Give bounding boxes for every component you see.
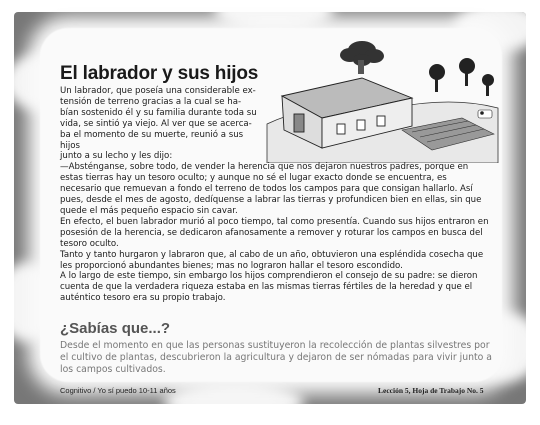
story-title: El labrador y sus hijos: [60, 63, 259, 84]
sabias-text: Desde el momento en que las personas sustituyeron la recolección de plantas silvestres por el cultivo de plantas, descubrieron la agricultura y dejaron de ser nómadas para vivir junto a los campos cultivados.: [60, 340, 492, 375]
story-paragraph: En efecto, el buen labrador murió al poco tiempo, tal como presentía. Cuando sus hijos entraron en posesión de la herencia, se dedicaron afanosamente a remover y roturar los campos en busca del tesoro oculto.: [60, 216, 489, 249]
story-intro: [60, 86, 265, 162]
story-paragraph: Tanto y tanto hurgaron y labraron que, al cabo de un año, obtuvieron una espléndida cosecha que les proporcionó abundantes bienes; mas no lograron hallar el tesoro escondido.: [60, 249, 484, 271]
footer-lesson: Lección 5, Hoja de Trabajo No. 5: [378, 386, 484, 395]
footer-course: Cognitivo / Yo sí puedo 10-11 años: [60, 386, 176, 395]
story-line: bían sostenido él y su familia durante toda su: [60, 107, 257, 118]
story-line: junto a su lecho y les dijo:: [60, 151, 173, 162]
story-line: tensión de terreno gracias a la cual se ha-: [60, 96, 242, 107]
story-line: Un labrador, que poseía una considerable ex-: [60, 86, 256, 96]
story-line: vida, se sintió ya viejo. Al ver que se acerca-: [60, 118, 252, 129]
story-line: ba el momento de su muerte, reunió a sus hijos: [60, 129, 244, 151]
story-paragraph: —Absténganse, sobre todo, de vender la herencia que nos dejaron nuestros padres, porque en estas tierras hay un tesoro oculto; y aunque no sé el lugar exacto donde se encuentra, es necesario que remuevan a fondo el terreno de todos los campos para que consigan hallarlo. Así pues, desde el mes de agosto, dedíquense a labrar las tierras y profundicen bien en ellas, sin que quede el más pequeño espacio sin cavar.: [60, 162, 482, 216]
sabias-title: ¿Sabías que...?: [60, 320, 171, 337]
story-paragraph: A lo largo de este tiempo, sin embargo los hijos comprendieron el consejo de su padre: se dieron cuenta de que la verdadera riqueza estaba en las mismas tierras fértiles de la heredad y que el auténtico tesoro era su propio trabajo.: [60, 271, 478, 304]
story-text: [60, 86, 490, 304]
